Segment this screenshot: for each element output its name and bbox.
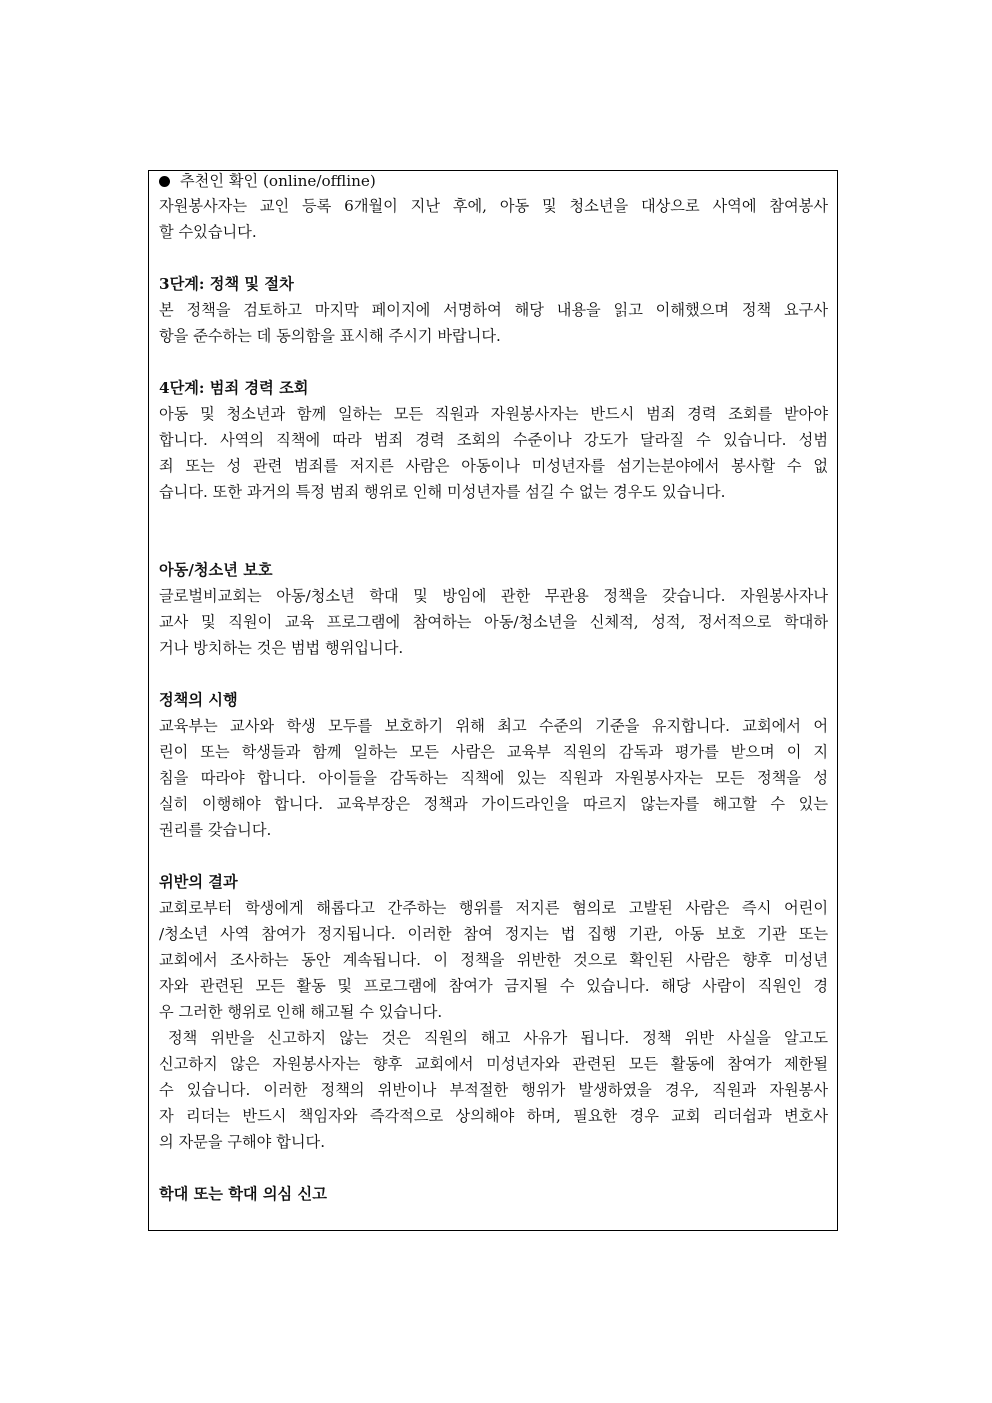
spacer xyxy=(159,245,828,271)
section-heading-child-protection: 아동/청소년 보호 xyxy=(159,561,273,579)
body-line: 권리를 갖습니다. xyxy=(159,821,272,839)
body-line: 죄 또는 성 관련 범죄를 저지른 사람은 아동이나 미성년자를 섬기는분야에서 봉사할 수 없 xyxy=(159,457,828,475)
body-line: 신고하지 않은 자원봉사자는 향후 교회에서 미성년자와 관련된 모든 활동에 참여가 제한될 xyxy=(159,1055,828,1073)
body-line: 자와 관련된 모든 활동 및 프로그램에 참여가 금지될 수 있습니다. 해당 사람이 직원인 경 xyxy=(159,977,828,995)
body-line: 습니다. 또한 과거의 특정 범죄 행위로 인해 미성년자를 섬길 수 없는 경우도 있습니다. xyxy=(159,483,726,501)
spacer xyxy=(159,349,828,375)
spacer xyxy=(159,843,828,869)
body-line: 교회로부터 학생에게 해롭다고 간주하는 행위를 저지른 혐의로 고발된 사람은 즉시 어린이 xyxy=(159,899,828,917)
body-line: 교육부는 교사와 학생 모두를 보호하기 위해 최고 수준의 기준을 유지합니다. 교회에서 어 xyxy=(159,717,828,735)
body-line: /청소년 사역 참여가 정지됩니다. 이러한 참여 정지는 법 집행 기관, 아동 보호 기관 또는 xyxy=(159,925,828,943)
section-heading-step3: 3단계: 정책 및 절차 xyxy=(159,275,294,293)
body-line: 린이 또는 학생들과 함께 일하는 모든 사람은 교육부 직원의 감독과 평가를 받으며 이 지 xyxy=(159,743,828,761)
document-frame xyxy=(148,170,838,1231)
body-line: 자원봉사자는 교인 등록 6개월이 지난 후에, 아동 및 청소년을 대상으로 사역에 참여봉사 xyxy=(159,197,828,215)
body-line: 거나 방치하는 것은 범법 행위입니다. xyxy=(159,639,404,657)
body-line: 합니다. 사역의 직책에 따라 범죄 경력 조회의 수준이나 강도가 달라질 수 있습니다. 성범 xyxy=(159,431,828,449)
body-line: 글로벌비교회는 아동/청소년 학대 및 방임에 관한 무관용 정책을 갖습니다. 자원봉사자나 xyxy=(159,587,828,605)
body-line: 항을 준수하는 데 동의함을 표시해 주시기 바랍니다. xyxy=(159,327,501,345)
section-heading-step4: 4단계: 범죄 경력 조회 xyxy=(159,379,309,397)
body-line: 의 자문을 구해야 합니다. xyxy=(159,1133,326,1151)
body-line: 아동 및 청소년과 함께 일하는 모든 직원과 자원봉사자는 반드시 범죄 경력 조회를 받아야 xyxy=(159,405,828,423)
section-heading-consequences: 위반의 결과 xyxy=(159,873,238,891)
spacer xyxy=(159,1155,828,1181)
body-line: 본 정책을 검토하고 마지막 페이지에 서명하여 해당 내용을 읽고 이해했으며 정책 요구사 xyxy=(159,301,828,319)
body-line: 할 수있습니다. xyxy=(159,223,257,241)
bullet-icon xyxy=(159,176,170,187)
spacer xyxy=(159,505,828,557)
body-line: 실히 이행해야 합니다. 교육부장은 정책과 가이드라인을 따르지 않는자를 해고할 수 있는 xyxy=(159,795,828,813)
spacer xyxy=(159,661,828,687)
body-line: 교사 및 직원이 교육 프로그램에 참여하는 아동/청소년을 신체적, 성적, 정서적으로 학대하 xyxy=(159,613,828,631)
body-line: 침을 따라야 합니다. 아이들을 감독하는 직책에 있는 직원과 자원봉사자는 모든 정책을 성 xyxy=(159,769,828,787)
body-line: 우 그러한 행위로 인해 해고될 수 있습니다. xyxy=(159,1003,443,1021)
section-heading-enforcement: 정책의 시행 xyxy=(159,691,238,709)
body-line: 정책 위반을 신고하지 않는 것은 직원의 해고 사유가 됩니다. 정책 위반 사실을 알고도 xyxy=(168,1029,828,1047)
recommender-check-item xyxy=(159,171,828,193)
recommender-check-label: 추천인 확인 (online/offline) xyxy=(180,172,376,190)
section-heading-report: 학대 또는 학대 의심 신고 xyxy=(159,1185,327,1203)
body-line: 수 있습니다. 이러한 정책의 위반이나 부적절한 행위가 발생하였을 경우, 직원과 자원봉사 xyxy=(159,1081,828,1099)
body-line: 교회에서 조사하는 동안 계속됩니다. 이 정책을 위반한 것으로 확인된 사람은 향후 미성년 xyxy=(159,951,828,969)
body-line: 자 리더는 반드시 책임자와 즉각적으로 상의해야 하며, 필요한 경우 교회 리더쉽과 변호사 xyxy=(159,1107,828,1125)
